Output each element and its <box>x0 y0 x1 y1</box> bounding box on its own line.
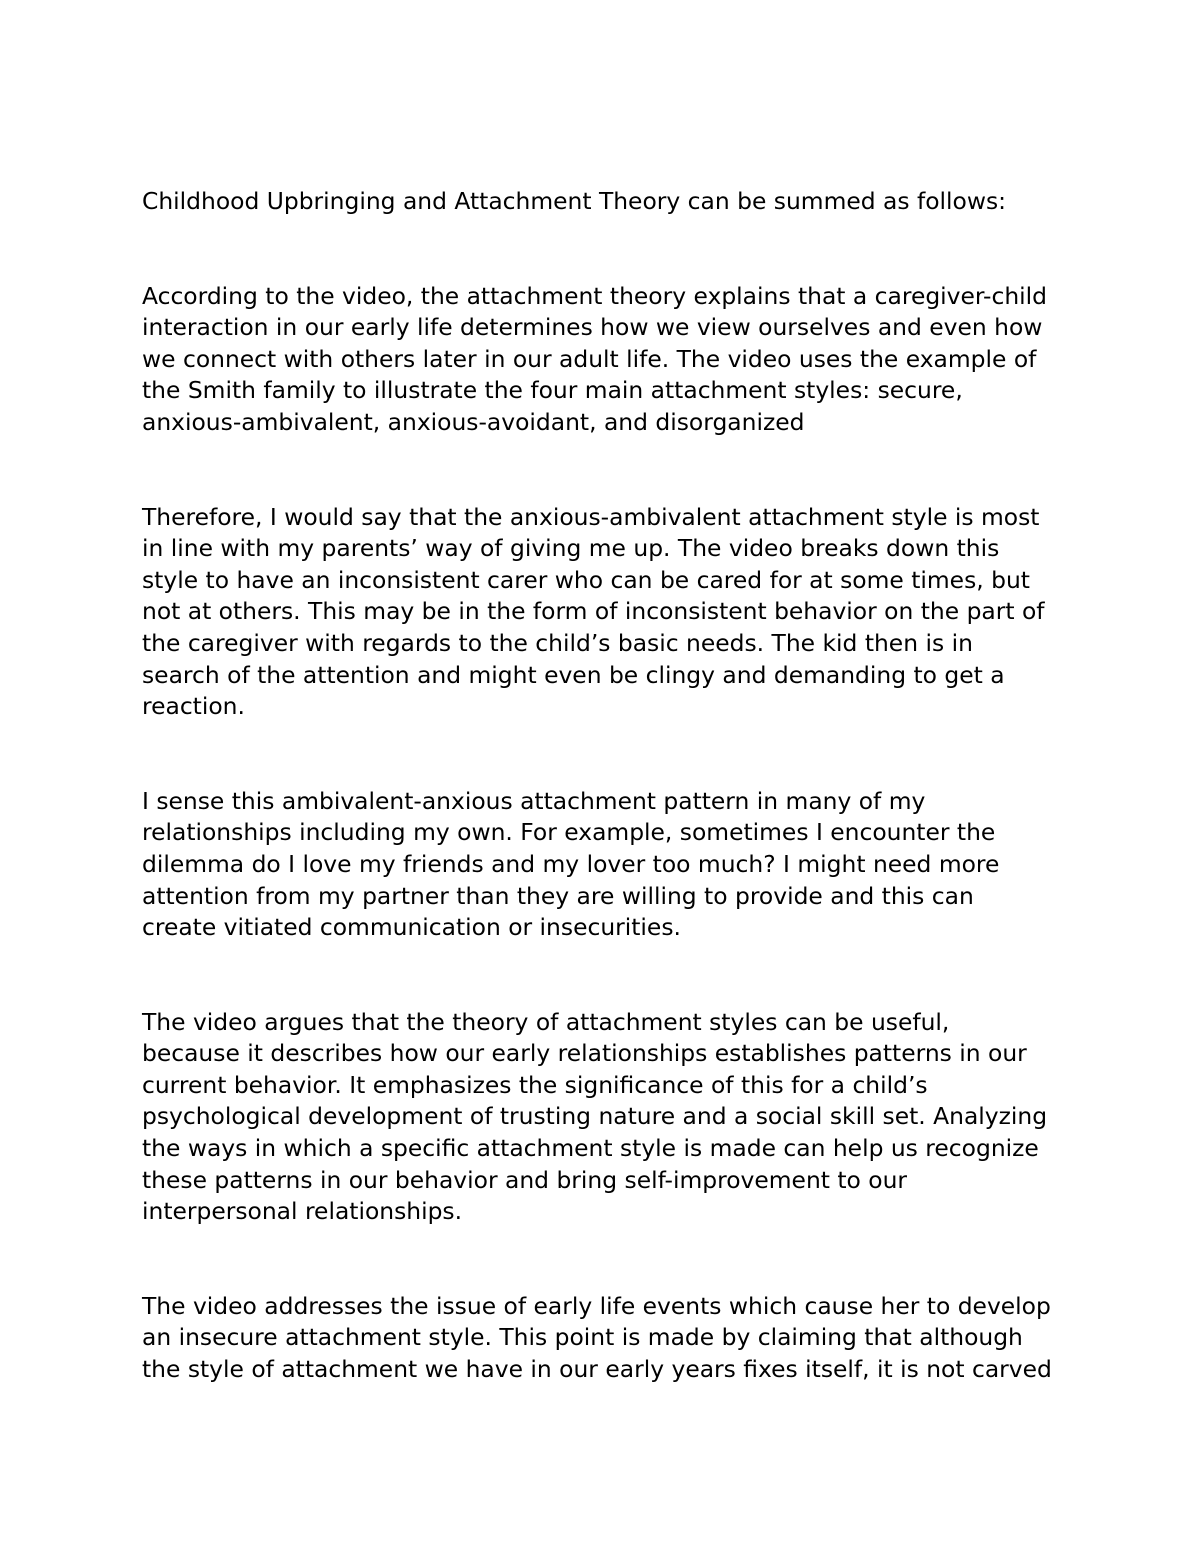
paragraph-line: these patterns in our behavior and bring self-improvement to our <box>142 1165 908 1194</box>
paragraph-line: the caregiver with regards to the child’s basic needs. The kid then is in <box>142 628 973 657</box>
paragraph-line: interaction in our early life determines how we view ourselves and even how <box>142 313 1043 342</box>
paragraph-line: current behavior. It emphasizes the significance of this for a child’s <box>142 1070 928 1099</box>
paragraph-line: According to the video, the attachment theory explains that a caregiver-child <box>142 281 1048 310</box>
paragraph-line: the style of attachment we have in our early years fixes itself, it is not carved <box>142 1355 1052 1384</box>
paragraph-3 <box>142 786 1072 944</box>
paragraph-1 <box>142 281 1072 439</box>
paragraph-5 <box>142 1291 1072 1386</box>
paragraph-line: create vitiated communication or insecurities. <box>142 913 681 942</box>
paragraph-line: an insecure attachment style. This point is made by claiming that although <box>142 1323 1023 1352</box>
paragraph-4 <box>142 1007 1072 1228</box>
paragraph-spacer <box>142 944 1072 1007</box>
paragraph-line: relationships including my own. For example, sometimes I encounter the <box>142 818 996 847</box>
paragraph-line: the Smith family to illustrate the four main attachment styles: secure, <box>142 376 963 405</box>
paragraph-line: dilemma do I love my friends and my lover too much? I might need more <box>142 849 1000 878</box>
paragraph-line: The video addresses the issue of early life events which cause her to develop <box>142 1291 1051 1320</box>
paragraph-line: in line with my parents’ way of giving me up. The video breaks down this <box>142 534 1000 563</box>
paragraph-line: not at others. This may be in the form of inconsistent behavior on the part of <box>142 597 1045 626</box>
document-body <box>142 186 1072 1386</box>
paragraph-line: Therefore, I would say that the anxious-ambivalent attachment style is most <box>142 502 1040 531</box>
paragraph-line: The video argues that the theory of attachment styles can be useful, <box>142 1007 950 1036</box>
paragraph-spacer <box>142 723 1072 786</box>
paragraph-line: the ways in which a specific attachment style is made can help us recognize <box>142 1134 1039 1163</box>
paragraph-line: because it describes how our early relationships establishes patterns in our <box>142 1039 1027 1068</box>
paragraph-line: we connect with others later in our adult life. The video uses the example of <box>142 344 1037 373</box>
paragraph-line: anxious-ambivalent, anxious-avoidant, and disorganized <box>142 407 805 436</box>
paragraph-spacer <box>142 439 1072 502</box>
paragraph-line: interpersonal relationships. <box>142 1197 463 1226</box>
paragraph-line: style to have an inconsistent carer who can be cared for at some times, but <box>142 565 1030 594</box>
paragraph-line: reaction. <box>142 692 245 721</box>
paragraph-line: psychological development of trusting nature and a social skill set. Analyzing <box>142 1102 1048 1131</box>
paragraph-spacer <box>142 1228 1072 1291</box>
paragraph-line: attention from my partner than they are willing to provide and this can <box>142 881 974 910</box>
paragraph-line: search of the attention and might even be clingy and demanding to get a <box>142 660 1005 689</box>
paragraph-2 <box>142 502 1072 723</box>
paragraph-line: I sense this ambivalent-anxious attachment pattern in many of my <box>142 786 926 815</box>
document-heading: Childhood Upbringing and Attachment Theory can be summed as follows: <box>142 187 1007 215</box>
